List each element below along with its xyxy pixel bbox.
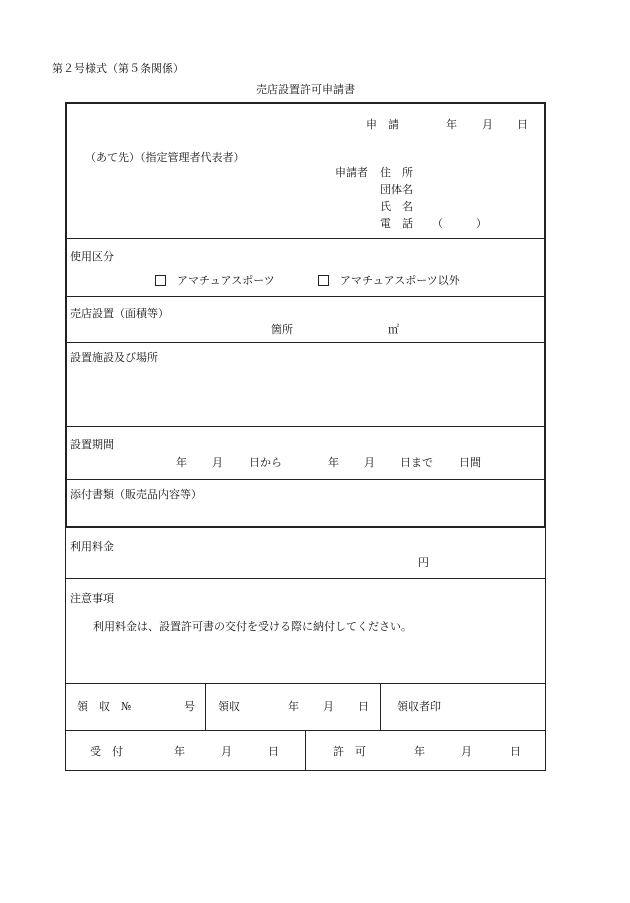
divider-3 — [65, 342, 546, 343]
receipt-number-suffix: 号 — [184, 700, 195, 713]
stall-area-unit: ㎡ — [388, 323, 399, 336]
checkbox-amateur[interactable] — [155, 275, 166, 286]
permit-day: 日 — [510, 745, 521, 758]
name-label: 氏 名 — [380, 200, 413, 213]
permit-month: 月 — [461, 745, 472, 758]
page-title: 売店設置許可申請書 — [256, 83, 355, 96]
reception-label: 受 付 — [90, 745, 123, 758]
period-until: 日まで — [400, 456, 433, 469]
lower-box-bottom — [65, 770, 546, 771]
apply-month: 月 — [482, 118, 493, 131]
period-label: 設置期間 — [70, 438, 114, 451]
permit-label: 許 可 — [333, 745, 366, 758]
stall-label: 売店設置（面積等） — [70, 307, 169, 320]
period-start-month: 月 — [212, 456, 223, 469]
stall-count-unit: 箇所 — [271, 323, 293, 336]
receipt-year: 年 — [288, 700, 299, 713]
apply-year: 年 — [446, 118, 457, 131]
reception-col — [305, 730, 306, 770]
divider-4 — [65, 426, 546, 427]
reception-month: 月 — [221, 745, 232, 758]
addressee-label: （あて先）（指定管理者代表者） — [85, 151, 245, 164]
period-end-year: 年 — [328, 456, 339, 469]
apply-day: 日 — [517, 118, 528, 131]
upper-box-bottom — [65, 526, 546, 528]
reception-year: 年 — [174, 745, 185, 758]
period-days: 日間 — [459, 456, 481, 469]
notes-text: 利用料金は、設置許可書の交付を受ける際に納付してください。 — [93, 620, 412, 633]
group-label: 団体名 — [380, 183, 413, 196]
reception-day: 日 — [268, 745, 279, 758]
usage-option-amateur: アマチュアスポーツ — [177, 274, 275, 287]
divider-6 — [65, 578, 546, 579]
form-number: 第２号様式（第５条関係） — [52, 62, 184, 75]
lower-box-left — [65, 527, 66, 771]
lower-box-right — [545, 527, 546, 771]
receipt-month: 月 — [323, 700, 334, 713]
divider-2 — [65, 296, 546, 297]
receipt-date-label: 領収 — [218, 700, 240, 713]
facility-label: 設置施設及び場所 — [70, 351, 158, 364]
checkbox-non-amateur[interactable] — [318, 275, 329, 286]
upper-box-right — [544, 102, 546, 528]
apply-label: 申 請 — [366, 118, 399, 131]
upper-box-left — [65, 102, 67, 528]
period-from: 日から — [249, 456, 282, 469]
divider-7 — [65, 683, 546, 684]
phone-label: 電 話 — [380, 217, 413, 230]
notes-label: 注意事項 — [70, 592, 114, 605]
address-label: 住 所 — [380, 166, 413, 179]
upper-box-top — [65, 102, 546, 104]
period-start-year: 年 — [176, 456, 187, 469]
phone-parens: （ ） — [432, 217, 487, 230]
fee-label: 利用料金 — [70, 540, 114, 553]
attachments-label: 添付書類（販売品内容等） — [70, 488, 202, 501]
receipt-day: 日 — [358, 700, 369, 713]
permit-year: 年 — [414, 745, 425, 758]
period-end-month: 月 — [364, 456, 375, 469]
usage-option-non-amateur: アマチュアスポーツ以外 — [340, 274, 460, 287]
receipt-number-label: 領 収 № — [77, 700, 132, 713]
usage-label: 使用区分 — [70, 250, 114, 263]
divider-5 — [65, 479, 546, 480]
receipt-col-1 — [205, 683, 206, 730]
receipt-col-2 — [380, 683, 381, 730]
fee-unit: 円 — [418, 556, 429, 569]
receipt-seal-label: 領収者印 — [397, 700, 441, 713]
applicant-label: 申請者 — [335, 166, 368, 179]
divider-1 — [65, 238, 546, 239]
